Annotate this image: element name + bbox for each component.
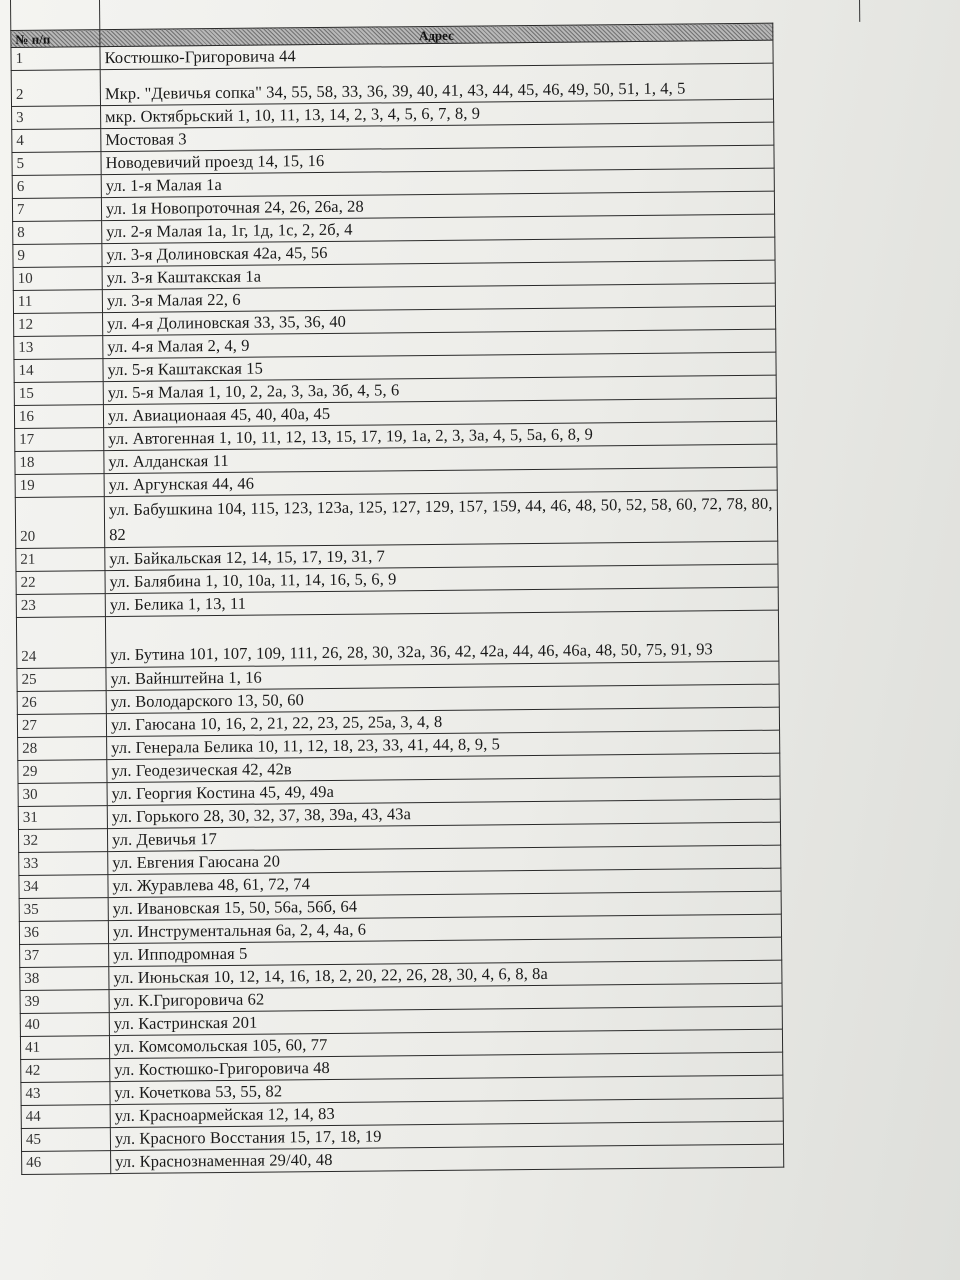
row-number: 31 (18, 806, 107, 830)
row-address: ул. Алданская 11 (104, 444, 777, 473)
row-address: ул. Красного Восстания 15, 17, 18, 19 (110, 1121, 783, 1150)
row-number: 39 (20, 990, 109, 1014)
row-address: Мостовая 3 (101, 122, 774, 151)
row-address: ул. Геодезическая 42, 42в (107, 753, 780, 782)
row-address: ул. Георгия Костина 45, 49, 49а (107, 776, 780, 805)
row-address: ул. Журавлева 48, 61, 72, 74 (108, 868, 781, 897)
row-number: 46 (22, 1151, 111, 1175)
row-address: Мкр. "Девичья сопка" 34, 55, 58, 33, 36, 39, 40, 41, 43, 44, 45, 46, 49, 50, 51, 1, 4, 5 (100, 63, 773, 105)
row-number: 8 (13, 221, 102, 245)
row-number: 16 (14, 405, 103, 429)
row-number: 30 (18, 783, 107, 807)
row-address: ул. 4-я Долиновская 33, 35, 36, 40 (103, 306, 776, 335)
row-address: ул. Аргунская 44, 46 (104, 467, 777, 496)
address-table-sheet (10, 0, 871, 1175)
row-number: 29 (18, 760, 107, 784)
table-row (15, 490, 777, 548)
row-address: Костюшко-Григоровича 44 (100, 40, 773, 69)
row-address: ул. 2-я Малая 1а, 1г, 1д, 1с, 2, 2б, 4 (102, 214, 775, 243)
row-address: ул. Ивановская 15, 50, 56а, 56б, 64 (108, 891, 781, 920)
row-number: 15 (14, 382, 103, 406)
row-number: 23 (16, 594, 105, 618)
row-number: 44 (21, 1105, 110, 1129)
row-number: 27 (17, 714, 106, 738)
row-address: ул. 1-я Малая 1а (101, 168, 774, 197)
row-number: 20 (15, 497, 104, 549)
row-address: ул. 5-я Малая 1, 10, 2, 2а, 3, 3а, 3б, 4, 5, 6 (103, 375, 776, 404)
row-address: Новодевичий проезд 14, 15, 16 (101, 145, 774, 174)
row-number: 17 (15, 428, 104, 452)
row-number: 25 (17, 668, 106, 692)
row-number: 36 (19, 921, 108, 945)
row-number: 42 (21, 1059, 110, 1083)
header-address: Адрес (100, 23, 773, 46)
row-address: ул. Инструментальная 6а, 2, 4, 4а, 6 (108, 914, 781, 943)
row-number: 12 (14, 313, 103, 337)
row-address: ул. Авиационаая 45, 40, 40а, 45 (103, 398, 776, 427)
row-address: ул. Вайнштейна 1, 16 (106, 661, 779, 690)
row-number: 32 (18, 829, 107, 853)
address-table (10, 23, 784, 1175)
row-address: ул. Девичья 17 (107, 822, 780, 851)
row-number: 3 (12, 106, 101, 130)
row-address: ул. Бабушкина 104, 115, 123, 123а, 125, 127, 129, 157, 159, 44, 46, 48, 50, 52, 58, 60, 72, 78, 80, 82 (104, 490, 777, 547)
row-number: 19 (15, 474, 104, 498)
row-address: ул. Гаюсана 10, 16, 2, 21, 22, 23, 25, 25а, 3, 4, 8 (106, 707, 779, 736)
row-number: 7 (12, 198, 101, 222)
row-number: 5 (12, 152, 101, 176)
row-number: 9 (13, 244, 102, 268)
row-address: ул. 3-я Долиновская 42а, 45, 56 (102, 237, 775, 266)
row-number: 24 (16, 617, 105, 669)
row-number: 45 (21, 1128, 110, 1152)
row-number: 40 (20, 1013, 109, 1037)
row-number: 10 (13, 267, 102, 291)
row-number: 2 (11, 70, 100, 107)
row-address: ул. 5-я Каштакская 15 (103, 352, 776, 381)
table-row (16, 610, 778, 668)
row-address: ул. Июньская 10, 12, 14, 16, 18, 2, 20, 22, 26, 28, 30, 4, 6, 8, 8а (109, 960, 782, 989)
row-address: ул. Горького 28, 30, 32, 37, 38, 39а, 43, 43а (107, 799, 780, 828)
row-number: 43 (21, 1082, 110, 1106)
row-number: 4 (12, 129, 101, 153)
row-address: ул. Красноармейская 12, 14, 83 (110, 1098, 783, 1127)
row-address: ул. К.Григоровича 62 (109, 983, 782, 1012)
row-number: 1 (11, 47, 100, 71)
row-address: ул. Балябина 1, 10, 10а, 11, 14, 16, 5, 6, 9 (105, 564, 778, 593)
row-number: 28 (18, 737, 107, 761)
row-number: 38 (20, 967, 109, 991)
row-number: 34 (19, 875, 108, 899)
row-address: ул. Автогенная 1, 10, 11, 12, 13, 15, 17, 19, 1а, 2, 3, 3а, 4, 5, 5а, 6, 8, 9 (104, 421, 777, 450)
row-number: 21 (16, 548, 105, 572)
row-number: 37 (20, 944, 109, 968)
row-address: ул. Костюшко-Григоровича 48 (110, 1052, 783, 1081)
row-address: мкр. Октябрьский 1, 10, 11, 13, 14, 2, 3, 4, 5, 6, 7, 8, 9 (101, 99, 774, 128)
row-number: 35 (19, 898, 108, 922)
row-address: ул. Байкальская 12, 14, 15, 17, 19, 31, 7 (105, 541, 778, 570)
row-number: 11 (13, 290, 102, 314)
row-address: ул. 3-я Малая 22, 6 (102, 283, 775, 312)
row-number: 22 (16, 571, 105, 595)
row-address: ул. Белика 1, 13, 11 (105, 587, 778, 616)
row-address: ул. Бутина 101, 107, 109, 111, 26, 28, 30, 32а, 36, 42, 42а, 44, 46, 46а, 48, 50, 75, 91, 93 (105, 610, 778, 667)
row-address: ул. Кастринская 201 (109, 1006, 782, 1035)
row-number: 33 (19, 852, 108, 876)
row-address: ул. 3-я Каштакская 1а (102, 260, 775, 289)
row-address: ул. Кочеткова 53, 55, 82 (110, 1075, 783, 1104)
row-address: ул. Краснознаменная 29/40, 48 (111, 1144, 784, 1173)
row-number: 26 (17, 691, 106, 715)
header-num: № п/п (11, 30, 100, 48)
table-body (11, 40, 784, 1174)
row-address: ул. 4-я Малая 2, 4, 9 (103, 329, 776, 358)
row-number: 14 (14, 359, 103, 383)
row-address: ул. Ипподромная 5 (109, 937, 782, 966)
row-number: 41 (20, 1036, 109, 1060)
row-number: 18 (15, 451, 104, 475)
row-number: 6 (12, 175, 101, 199)
row-address: ул. Евгения Гаюсана 20 (108, 845, 781, 874)
row-number: 13 (14, 336, 103, 360)
row-address: ул. Комсомольская 105, 60, 77 (109, 1029, 782, 1058)
row-address: ул. 1я Новопроточная 24, 26, 26а, 28 (101, 191, 774, 220)
row-address: ул. Генерала Белика 10, 11, 12, 18, 23, 33, 41, 44, 8, 9, 5 (107, 730, 780, 759)
row-address: ул. Володарского 13, 50, 60 (106, 684, 779, 713)
